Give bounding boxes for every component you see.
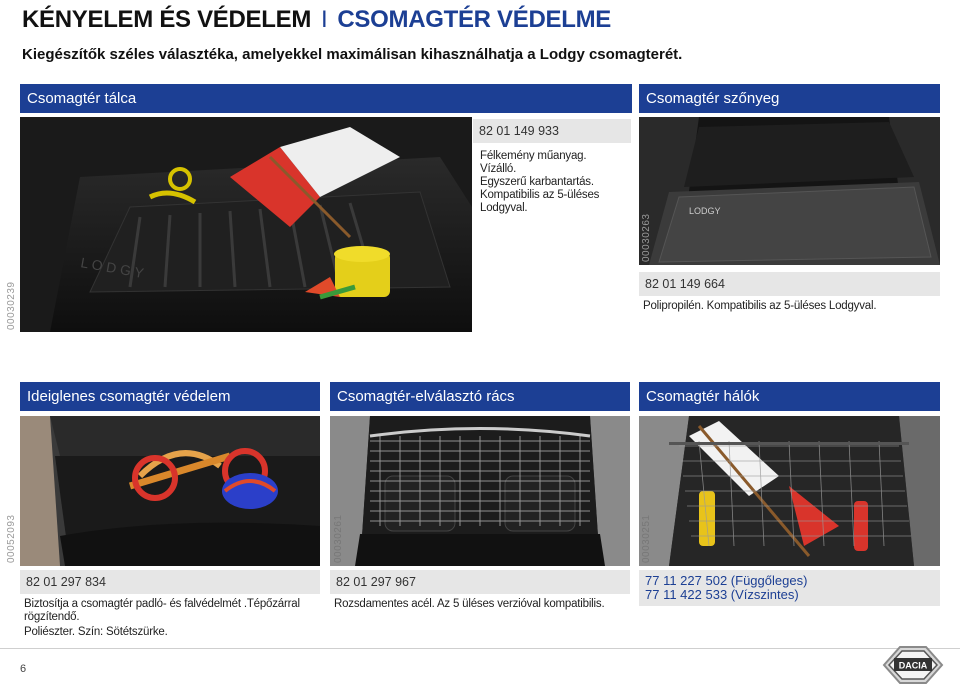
- nets-code-vertical: [645, 574, 807, 588]
- tray-heading: Csomagtér tálca: [20, 84, 632, 113]
- nets-code2: 77 11 422 533: [645, 587, 728, 602]
- temp-photo: [20, 416, 320, 566]
- temp-code: 82 01 297 834: [20, 570, 320, 594]
- tray-description: [480, 150, 630, 215]
- tray-desc-line: Félkemény műanyag.: [480, 150, 587, 162]
- title-part1: KÉNYELEM ÉS VÉDELEM: [22, 6, 312, 33]
- nets-codes: [639, 570, 940, 606]
- nets-heading: Csomagtér hálók: [639, 382, 940, 411]
- nets-code2-note: (Vízszintes): [730, 587, 799, 602]
- tray-code: 82 01 149 933: [473, 119, 631, 143]
- nets-photo: [639, 416, 940, 566]
- grid-code: 82 01 297 967: [330, 570, 630, 594]
- page-number: 6: [20, 663, 27, 675]
- mat-photo: [639, 117, 940, 265]
- svg-text:L O D G Y: L O D G Y: [79, 254, 146, 282]
- grid-description: Rozsdamentes acél. Az 5 üléses verzióval kompatibilis.: [334, 598, 605, 610]
- tray-photo: [20, 117, 472, 332]
- temp-photo-id: 00052093: [6, 514, 17, 563]
- temp-desc-line: Poliészter. Szín: Sötétszürke.: [24, 626, 168, 638]
- tray-photo-id: 00030239: [6, 281, 17, 330]
- tray-desc-line: Kompatibilis az 5-üléses: [480, 189, 600, 201]
- tray-desc-line: Lodgyval.: [480, 202, 528, 214]
- temp-desc-line: rögzítendő.: [24, 611, 80, 623]
- tray-desc-line: Egyszerű karbantartás.: [480, 176, 594, 188]
- tray-desc-line: Vízálló.: [480, 163, 517, 175]
- page-subtitle: Kiegészítők széles választéka, amelyekkel maximálisan kihasználhatja a Lodgy csomagterét.: [22, 46, 683, 63]
- brand-text: DACIA: [898, 660, 928, 671]
- grid-heading: Csomagtér-elválasztó rács: [330, 382, 630, 411]
- nets-code1-note: (Függőleges): [730, 573, 808, 588]
- grid-photo-id: 00030261: [333, 514, 344, 563]
- temp-desc-line: Biztosítja a csomagtér padló- és falvédelmét .Tépőzárral: [24, 598, 300, 610]
- temp-description: [24, 598, 319, 639]
- mat-code: 82 01 149 664: [639, 272, 940, 296]
- page-title: [22, 6, 611, 34]
- mat-photo-id: 00030263: [641, 213, 652, 262]
- title-separator: I: [321, 6, 328, 33]
- nets-code1: 77 11 227 502: [645, 573, 728, 588]
- mat-description: Polipropilén. Kompatibilis az 5-üléses Lodgyval.: [643, 300, 877, 312]
- nets-code-horizontal: [645, 588, 799, 602]
- mat-logo: LODGY: [689, 206, 721, 216]
- dacia-logo: [880, 643, 946, 687]
- mat-heading: Csomagtér szőnyeg: [639, 84, 940, 113]
- grid-photo: [330, 416, 630, 566]
- nets-photo-id: 00030251: [641, 514, 652, 563]
- title-part2: CSOMAGTÉR VÉDELME: [337, 6, 611, 33]
- temp-heading: Ideiglenes csomagtér védelem: [20, 382, 320, 411]
- footer-divider: [0, 648, 960, 649]
